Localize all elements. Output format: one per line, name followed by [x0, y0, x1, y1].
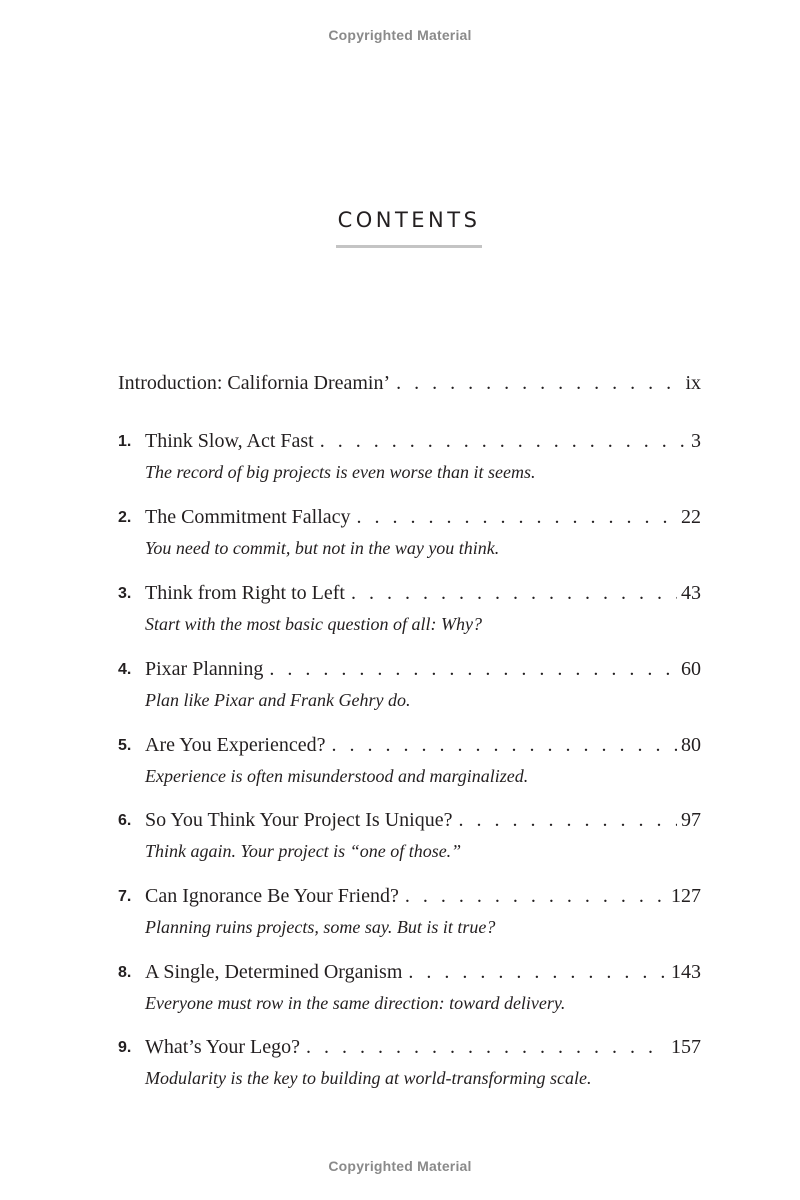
toc-entry-chapter-3 — [145, 582, 701, 605]
toc-entry-chapter-6 — [145, 809, 701, 832]
chapter-number: 9. — [118, 1039, 132, 1056]
page-title: CONTENTS — [337, 208, 481, 233]
toc-entry-subtitle: Modularity is the key to building at world-transforming scale. — [145, 1068, 592, 1088]
toc-page-number: 3 — [691, 430, 701, 452]
toc-entry-introduction — [118, 372, 701, 395]
toc-entry-title: Are You Experienced? — [145, 734, 326, 756]
toc-page-number: 60 — [681, 658, 701, 680]
dot-leader — [399, 885, 667, 908]
dot-leader — [263, 658, 677, 681]
toc-entry-title: So You Think Your Project Is Unique? — [145, 809, 453, 831]
chapter-number: 4. — [118, 661, 132, 678]
toc-entry-subtitle: Everyone must row in the same direction: toward delivery. — [145, 993, 566, 1013]
toc-page-number: 157 — [671, 1036, 701, 1058]
toc-entry-subtitle: Start with the most basic question of all: Why? — [145, 614, 482, 634]
dot-leader — [326, 734, 678, 757]
toc-entry-subtitle: Experience is often misunderstood and marginalized. — [145, 766, 529, 786]
toc-entry-chapter-4 — [145, 658, 701, 681]
toc-entry-subtitle: Plan like Pixar and Frank Gehry do. — [145, 690, 411, 710]
toc-entry-subtitle: You need to commit, but not in the way you think. — [145, 538, 500, 558]
chapter-number: 3. — [118, 585, 132, 602]
chapter-number: 7. — [118, 888, 132, 905]
copyright-watermark-bottom: Copyrighted Material — [328, 1158, 472, 1174]
toc-entry-title: Think from Right to Left — [145, 582, 345, 604]
toc-entry-subtitle: Planning ruins projects, some say. But is it true? — [145, 917, 496, 937]
toc-entry-subtitle: Think again. Your project is “one of those.” — [145, 841, 462, 861]
toc-entry-title: Can Ignorance Be Your Friend? — [145, 885, 399, 907]
toc-entry-title: A Single, Determined Organism — [145, 961, 403, 983]
chapter-number: 1. — [118, 433, 132, 450]
chapter-number: 5. — [118, 737, 132, 754]
toc-page-number: 22 — [681, 506, 701, 528]
toc-entry-title: The Commitment Fallacy — [145, 506, 351, 528]
chapter-number: 6. — [118, 812, 132, 829]
dot-leader — [351, 506, 677, 529]
toc-entry-chapter-9 — [145, 1036, 701, 1059]
toc-entry-title: What’s Your Lego? — [145, 1036, 300, 1058]
toc-entry-title: Pixar Planning — [145, 658, 264, 680]
toc-entry-subtitle: The record of big projects is even worse than it seems. — [145, 462, 536, 482]
chapter-number: 2. — [118, 509, 132, 526]
toc-entry-chapter-8 — [145, 961, 701, 984]
toc-page-number: 97 — [681, 809, 701, 831]
toc-page-number: 127 — [671, 885, 701, 907]
dot-leader — [390, 372, 681, 395]
toc-entry-title: Think Slow, Act Fast — [145, 430, 314, 452]
toc-page-number: 43 — [681, 582, 701, 604]
toc-entry-chapter-2 — [145, 506, 701, 529]
toc-entry-chapter-5 — [145, 734, 701, 757]
dot-leader — [314, 430, 687, 453]
dot-leader — [452, 809, 677, 832]
toc-entry-chapter-7 — [145, 885, 701, 908]
toc-entry-chapter-1 — [145, 430, 701, 453]
copyright-watermark-top: Copyrighted Material — [328, 27, 472, 43]
chapter-number: 8. — [118, 964, 132, 981]
title-underline-rule — [336, 245, 482, 248]
dot-leader — [402, 961, 667, 984]
toc-page-number: ix — [685, 372, 701, 394]
toc-entry-title: Introduction: California Dreamin’ — [118, 372, 391, 394]
toc-page-number: 143 — [671, 961, 701, 983]
dot-leader — [345, 582, 677, 605]
dot-leader — [300, 1036, 667, 1059]
toc-page-number: 80 — [681, 734, 701, 756]
